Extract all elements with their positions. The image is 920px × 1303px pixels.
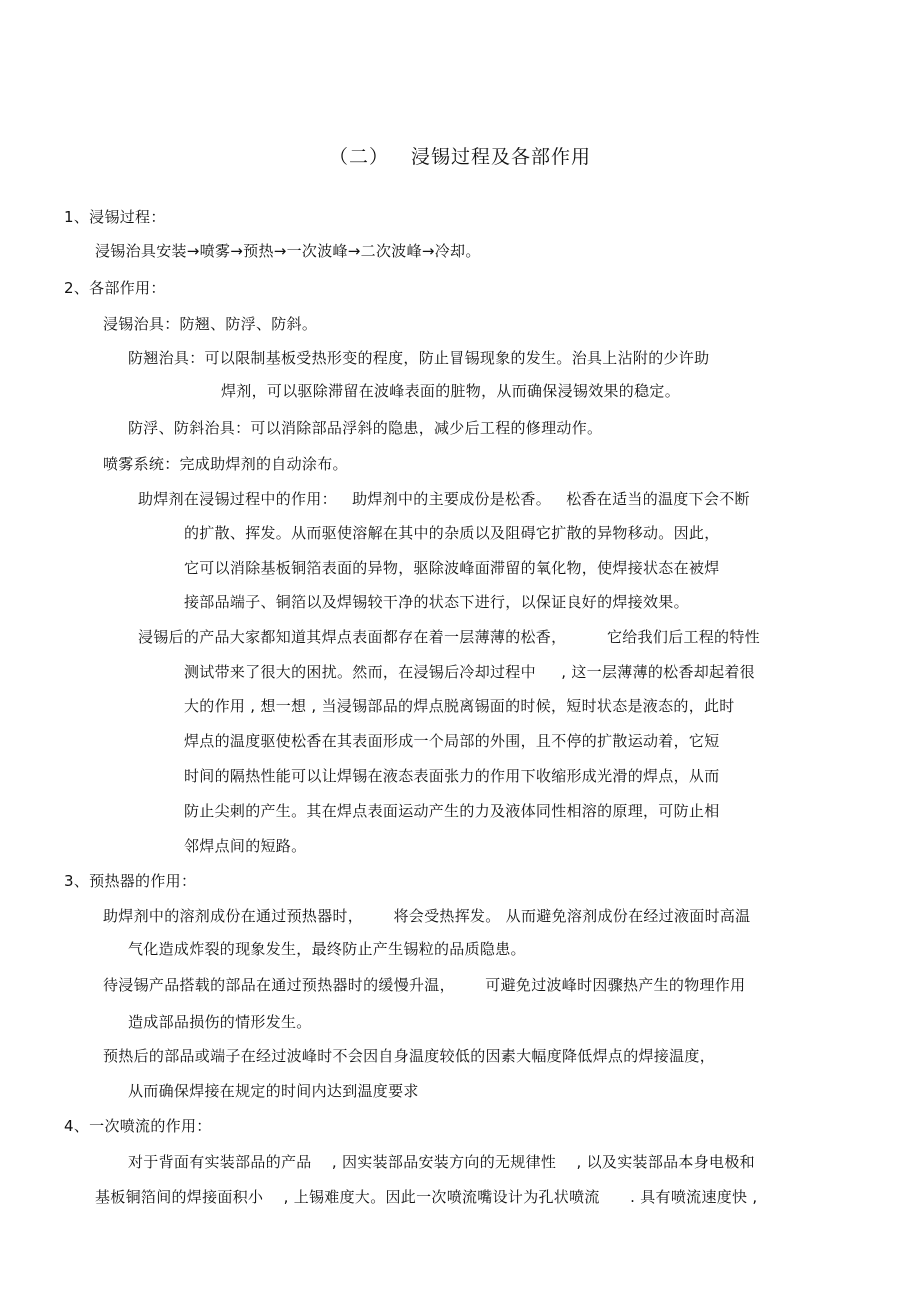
section-4-line: 对于背面有实装部品的产品 , 因实装部品安装方向的无规律性 , 以及实装部品本身电极和 xyxy=(128,1153,755,1171)
section-3-line: 气化造成炸裂的现象发生，最终防止产生锡粒的品质隐患。 xyxy=(128,940,526,958)
section-2-line: 焊点的温度驱使松香在其表面形成一个局部的外围，且不停的扩散运动着，它短 xyxy=(184,732,720,750)
section-2-line: 浸锡治具：防翘、防浮、防斜。 xyxy=(103,315,318,333)
section-2-line: 接部品端子、铜箔以及焊锡较干净的状态下进行，以保证良好的焊接效果。 xyxy=(184,593,689,611)
section-3-line: 待浸锡产品搭载的部品在通过预热器时的缓慢升温， 可避免过波峰时因骤热产生的物理作用 xyxy=(103,976,746,994)
section-4-line: 基板铜箔间的焊接面积小 , 上锡难度大。因此一次喷流嘴设计为孔状喷流 . 具有喷流速度快 , xyxy=(95,1188,758,1206)
section-3-line: 助焊剂中的溶剂成份在通过预热器时， 将会受热挥发。 从而避免溶剂成份在经过液面时高温 xyxy=(103,907,751,925)
section-2-line: 防浮、防斜治具：可以消除部品浮斜的隐患，减少后工程的修理动作。 xyxy=(128,419,603,437)
section-2-line: 测试带来了很大的困扰。然而，在浸锡后冷却过程中 , 这一层薄薄的松香却起着很 xyxy=(184,663,755,681)
section-2-line: 喷雾系统：完成助焊剂的自动涂布。 xyxy=(103,455,348,473)
section-2-line: 邻焊点间的短路。 xyxy=(184,837,307,855)
section-2-line: 防翘治具：可以限制基板受热形变的程度，防止冒锡现象的发生。治具上沾附的少许助 xyxy=(128,349,710,367)
title-number: （二） xyxy=(328,146,389,168)
section-2-line: 助焊剂在浸锡过程中的作用： 助焊剂中的主要成份是松香。 松香在适当的温度下会不断 xyxy=(138,490,750,508)
section-4-heading: 4、一次喷流的作用： xyxy=(64,1117,212,1135)
section-2-line: 时间的隔热性能可以让焊锡在液态表面张力的作用下收缩形成光滑的焊点，从而 xyxy=(184,767,720,785)
section-2-line: 的扩散、挥发。从而驱使溶解在其中的杂质以及阻碍它扩散的异物移动。因此， xyxy=(184,524,720,542)
section-3-line: 预热后的部品或端子在经过波峰时不会因自身温度较低的因素大幅度降低焊点的焊接温度， xyxy=(103,1047,716,1065)
section-2-line: 焊剂，可以驱除滞留在波峰表面的脏物，从而确保浸锡效果的稳定。 xyxy=(221,382,681,400)
section-3-line: 造成部品损伤的情形发生。 xyxy=(128,1013,312,1031)
section-1-heading: 1、浸锡过程： xyxy=(64,208,166,226)
section-1-line: 浸锡治具安装→喷雾→预热→一次波峰→二次波峰→冷却。 xyxy=(95,242,481,260)
section-2-line: 大的作用 , 想一想 , 当浸锡部品的焊点脱离锡面的时候，短时状态是液态的，此时 xyxy=(184,697,735,715)
section-2-heading: 2、各部作用： xyxy=(64,279,166,297)
section-2-line: 它可以消除基板铜箔表面的异物，驱除波峰面滞留的氧化物，使焊接状态在被焊 xyxy=(184,559,720,577)
page-title xyxy=(0,145,920,169)
title-text: 浸锡过程及各部作用 xyxy=(411,146,592,168)
section-3-heading: 3、预热器的作用： xyxy=(64,872,197,890)
section-2-line: 浸锡后的产品大家都知道其焊点表面都存在着一层薄薄的松香， 它给我们后工程的特性 xyxy=(138,628,760,646)
section-3-line: 从而确保焊接在规定的时间内达到温度要求 xyxy=(128,1082,419,1100)
section-2-line: 防止尖刺的产生。其在焊点表面运动产生的力及液体同性相溶的原理，可防止相 xyxy=(184,802,720,820)
